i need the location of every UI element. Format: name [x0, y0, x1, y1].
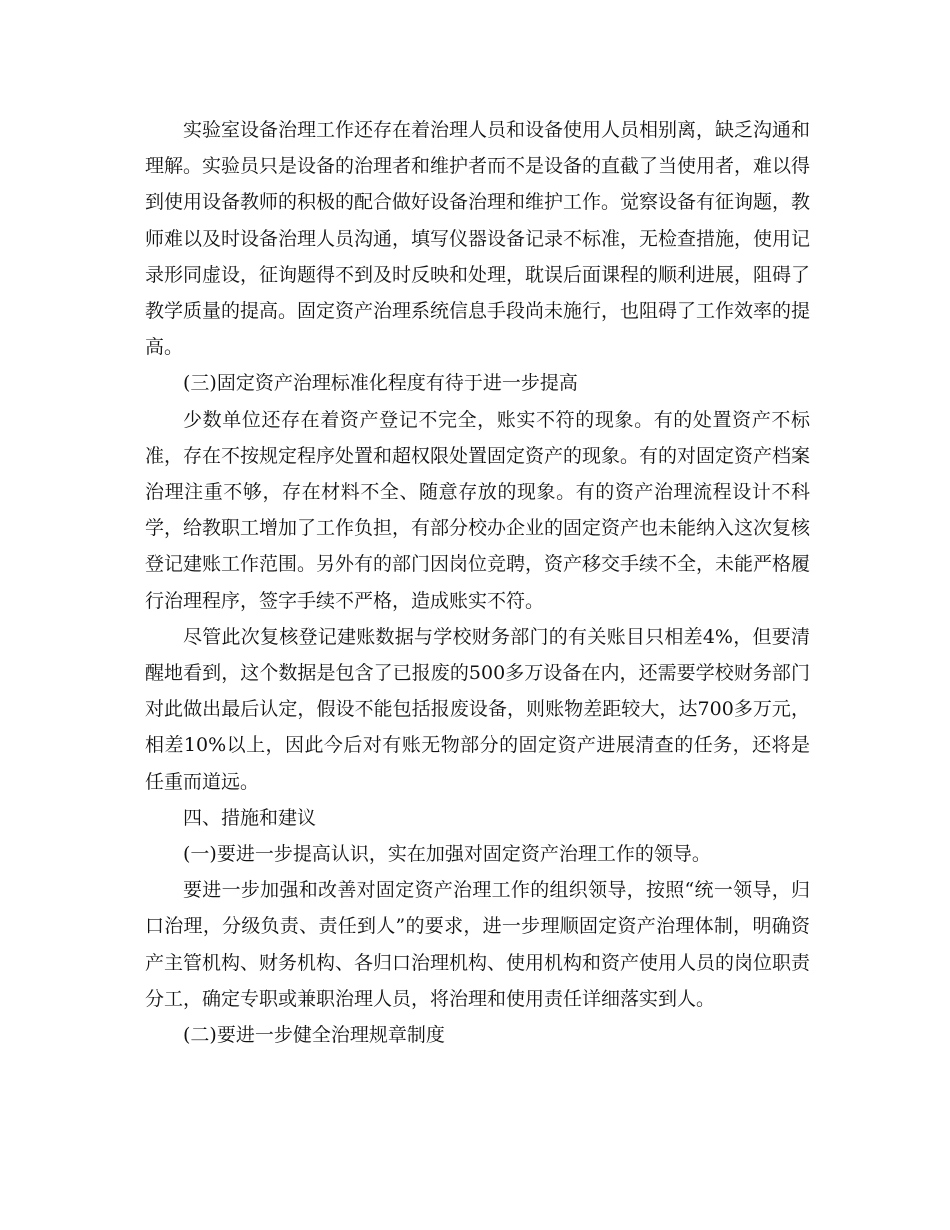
paragraph-lab-equipment: 实验室设备治理工作还存在着治理人员和设备使用人员相别离，缺乏沟通和理解。实验员只是设备的治理者和维护者而不是设备的直截了当使用者，难以得到使用设备教师的积极的配合做好设备治理和维护工作。觉察设备有征询题，教师难以及时设备治理人员沟通，填写仪器设备记录不标准，无检查措施，使用记录形同虚设，征询题得不到及时反映和处理，耽误后面课程的顺利进展，阻碍了教学质量的提高。固定资产治理系统信息手段尚未施行，也阻碍了工作效率的提高。 — [145, 119, 811, 359]
paragraph-audit-data: 尽管此次复核登记建账数据与学校财务部门的有关账目只相差4%，但要清醒地看到，这个数据是包含了已报废的500多万设备在内，还需要学校财务部门对此做出最后认定，假设不能包括报废设备，则账物差距较大，达700多万元，相差10%以上，因此今后对有账无物部分的固定资产进展清查的任务，还将是任重而道远。 — [145, 625, 810, 793]
paragraph-leadership: 要进一步加强和改善对固定资产治理工作的组织领导，按照“统一领导，归口治理，分级负责、责任到人”的要求，进一步理顺固定资产治理体制，明确资产主管机构、财务机构、各归口治理机构、使用机构和资产使用人员的岗位职责分工，确定专职或兼职治理人员，将治理和使用责任详细落实到人。 — [145, 879, 811, 1010]
heading-measure-1: (一)要进一步提高认识，实在加强对固定资产治理工作的领导。 — [183, 843, 711, 866]
document-body — [145, 112, 810, 1053]
heading-measures: 四、措施和建议 — [183, 806, 317, 829]
heading-section-3: (三)固定资产治理标准化程度有待于进一步提高 — [183, 372, 578, 395]
heading-measure-2: (二)要进一步健全治理规章制度 — [183, 1024, 445, 1047]
paragraph-asset-registration: 少数单位还存在着资产登记不完全，账实不符的现象。有的处置资产不标准，存在不按规定程序处置和超权限处置固定资产的现象。有的对固定资产档案治理注重不够，存在材料不全、随意存放的现象。有的资产治理流程设计不科学，给教职工增加了工作负担，有部分校办企业的固定资产也未能纳入这次复核登记建账工作范围。另外有的部门因岗位竞聘，资产移交手续不全，未能严格履行治理程序，签字手续不严格，造成账实不符。 — [145, 408, 811, 612]
